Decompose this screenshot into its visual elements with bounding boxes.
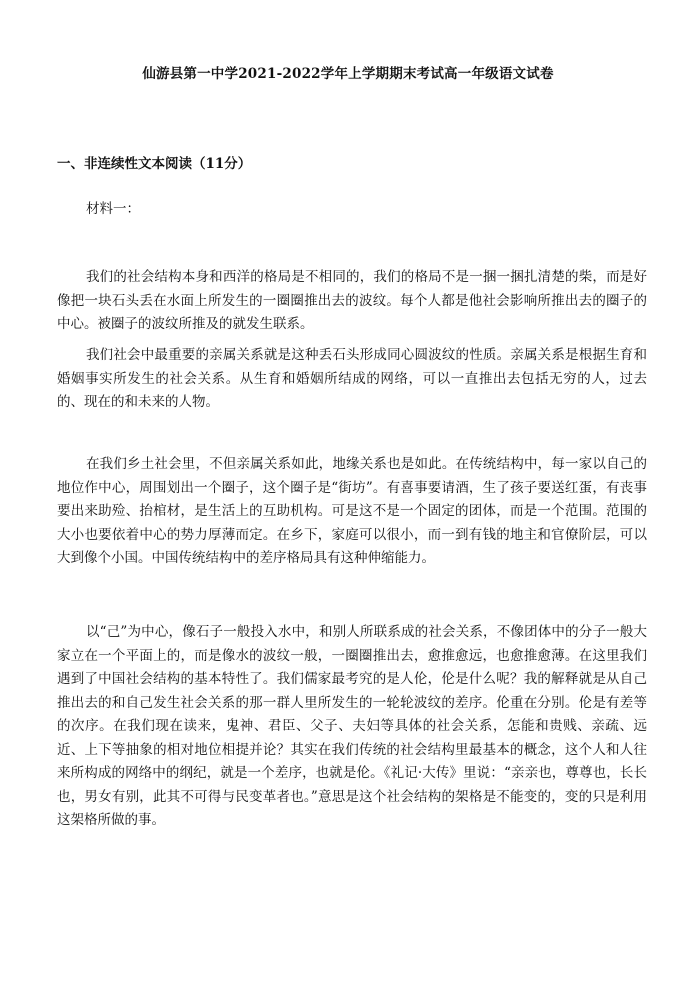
paragraph-1: 我们的社会结构本身和西洋的格局是不相同的，我们的格局不是一捆一捆扎清楚的柴，而是好像把一块石头丢在水面上所发生的一圈圈推出去的波纹。每个人都是他社会影响所推出去的圈子的中心。被圈子的波纹所推及的就发生联系。 <box>57 269 647 332</box>
paragraph-2: 我们社会中最重要的亲属关系就是这种丢石头形成同心圆波纹的性质。亲属关系是根据生育和婚姻事实所发生的社会关系。从生育和婚姻所结成的网络，可以一直推出去包括无穷的人，过去的、现在的和未来的人物。 <box>57 347 647 410</box>
material-label: 材料一： <box>86 201 140 217</box>
paragraph-3: 在我们乡土社会里，不但亲属关系如此，地缘关系也是如此。在传统结构中，每一家以自己的地位作中心，周围划出一个圈子，这个圈子是“街坊”。有喜事要请酒，生了孩子要送红蛋，有丧事要出来助殓、抬棺材，是生活上的互助机构。可是这不是一个固定的团体，而是一个范围。范围的大小也要依着中心的势力厚薄而定。在乡下，家庭可以很小，而一到有钱的地主和官僚阶层，可以大到像个小国。中国传统结构中的差序格局具有这种伸缩能力。 <box>57 456 647 566</box>
exam-title: 仙游县第一中学2021-2022学年上学期期末考试高一年级语文试卷 <box>142 66 554 82</box>
paragraph-4: 以“己”为中心，像石子一般投入水中，和别人所联系成的社会关系，不像团体中的分子一般大家立在一个平面上的，而是像水的波纹一般，一圈圈推出去，愈推愈远，也愈推愈薄。在这里我们遇到了中国社会结构的基本特性了。我们儒家最考究的是人伦，伦是什么呢？我的解释就是从自己推出去的和自己发生社会关系的那一群人里所发生的一轮轮波纹的差序。伦重在分别。伦是有差等的次序。在我们现在读来，鬼神、君臣、父子、夫妇等具体的社会关系，怎能和贵贱、亲疏、远近、上下等抽象的相对地位相提并论？其实在我们传统的社会结构里最基本的概念，这个人和人往来所构成的网络中的纲纪，就是一个差序，也就是伦。《礼记·大传》里说：“亲亲也，尊尊也，长长也，男女有别，此其不可得与民变革者也。”意思是这个社会结构的架格是不能变的，变的只是利用这架格所做的事。 <box>57 624 647 828</box>
section-heading: 一、非连续性文本阅读（11分） <box>57 156 252 172</box>
